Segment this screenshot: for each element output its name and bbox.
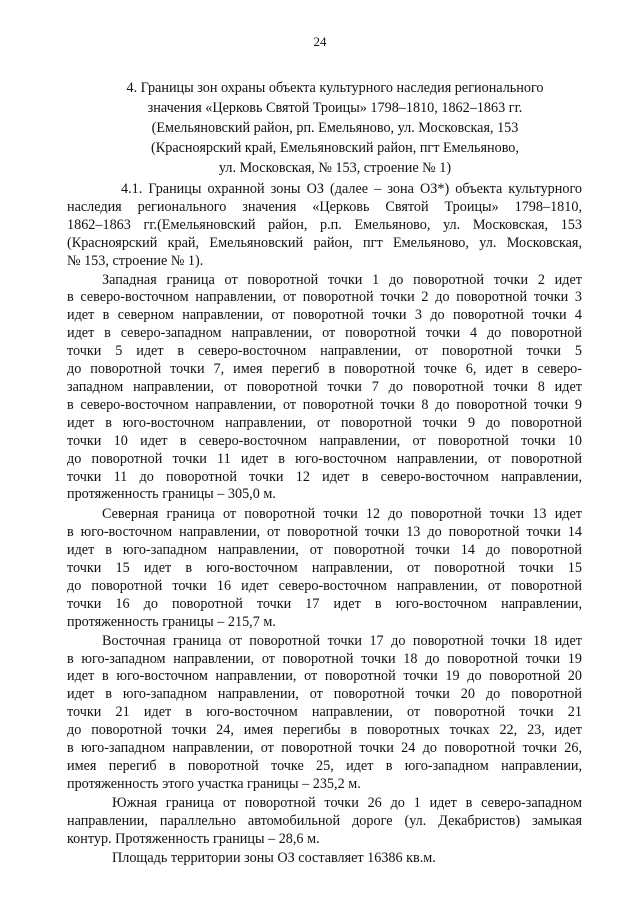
text-line: точки 16 до поворотной точки 17 идет в юго-восточном направлении,: [67, 595, 582, 612]
text-line: в юго-западном направлении, от поворотной точки 18 до поворотной точки 19: [67, 650, 582, 667]
text-line: наследия регионального значения «Церковь Святой Троицы» 1798–1810,: [67, 198, 582, 215]
text-line: Северная граница от поворотной точки 12 до поворотной точки 13 идет: [102, 506, 582, 523]
title-line: (Красноярский край, Емельяновский район, пгт Емельяново,: [151, 140, 519, 156]
text-line: точки 21 идет в юго-восточном направлении, от поворотной точки 21: [67, 704, 582, 721]
paragraph-north-boundary: [67, 506, 582, 631]
text-line: до поворотной точки 7, имея перегиб в поворотной точке 6, идет в северо-: [67, 361, 582, 378]
text-line: Восточная граница от поворотной точки 17 до поворотной точки 18 идет: [102, 632, 582, 649]
title-line: значения «Церковь Святой Троицы» 1798–1810, 1862–1863 гг.: [147, 100, 523, 116]
text-line: в северо-восточном направлении, от поворотной точки 2 до поворотной точки 3: [67, 289, 582, 306]
text-line: до поворотной точки 11 идет в юго-восточном направлении, от поворотной: [67, 450, 582, 467]
title-line: ул. Московская, № 153, строение № 1): [218, 160, 452, 176]
text-line: точки 5 идет в северо-восточном направлении, от поворотной точки 5: [67, 343, 582, 360]
text-line: точки 10 идет в северо-восточном направлении, от поворотной точки 10: [67, 432, 582, 449]
text-line: Площадь территории зоны ОЗ составляет 16386 кв.м.: [112, 849, 436, 866]
text-line: идет в юго-западном направлении, от поворотной точки 14 до поворотной: [67, 542, 582, 559]
text-line: точки 11 до поворотной точки 12 идет в северо-восточном направлении,: [67, 468, 582, 485]
text-line: до поворотной точки 24, имея перегибы в поворотных точках 22, 23, идет: [67, 722, 582, 739]
text-line: идет в северо-западном направлении, от поворотной точки 4 до поворотной: [67, 325, 582, 342]
text-line: 4.1. Границы охранной зоны ОЗ (далее – зона ОЗ*) объекта культурного: [121, 181, 582, 197]
text-line: Южная граница от поворотной точки 26 до 1 идет в северо-западном: [112, 794, 582, 811]
title-line: 4. Границы зон охраны объекта культурного наследия регионального: [126, 80, 544, 96]
text-line: имея перегиб в поворотной точке 25, идет в юго-западном направлении,: [67, 758, 582, 774]
text-line: 1862–1863 гг.(Емельяновский район, р.п. Емельяново, ул. Московская, 153: [67, 216, 582, 233]
page-number: 24: [313, 34, 327, 49]
document-body: [67, 181, 582, 867]
paragraph-west-boundary: [67, 272, 582, 505]
text-line: идет в юго-западном направлении, от поворотной точки 20 до поворотной: [67, 686, 582, 703]
section-title: [100, 78, 570, 178]
paragraph-area: [67, 850, 582, 868]
text-line: в северо-восточном направлении, от поворотной точки 8 до поворотной точки 9: [67, 396, 582, 413]
text-line: точки 15 идет в юго-восточном направлении, от поворотной точки 15: [67, 560, 582, 577]
text-line: контур. Протяженность границы – 28,6 м.: [67, 830, 320, 847]
title-line: (Емельяновский район, рп. Емельяново, ул. Московская, 153: [151, 120, 519, 136]
text-line: идет в юго-восточном направлении, от поворотной точки 9 до поворотной: [67, 414, 582, 431]
text-line: направлении, параллельно автомобильной дороге (ул. Декабристов) замыкая: [67, 812, 582, 829]
paragraph-south-boundary: [67, 795, 582, 849]
text-line: протяженность этого участка границы – 235,2 м.: [67, 775, 361, 792]
text-line: протяженность границы – 215,7 м.: [67, 613, 276, 630]
text-line: протяженность границы – 305,0 м.: [67, 486, 276, 503]
text-line: до поворотной точки 16 идет северо-восточном направлении, от поворотной: [67, 577, 582, 594]
text-line: западном направлении, от поворотной точки 7 до поворотной точки 8 идет: [67, 378, 582, 395]
paragraph-east-boundary: [67, 633, 582, 794]
text-line: идет в северном направлении, от поворотной точки 3 до поворотной точки 4: [67, 307, 582, 324]
text-line: (Красноярский край, Емельяновский район, пгт Емельяново, ул. Московская,: [67, 234, 582, 251]
text-line: идет в юго-восточном направлении, от поворотной точки 19 до поворотной 20: [67, 668, 582, 685]
text-line: в юго-восточном направлении, от поворотной точки 13 до поворотной точки 14: [67, 524, 582, 541]
text-line: Западная граница от поворотной точки 1 до поворотной точки 2 идет: [102, 271, 582, 288]
paragraph-4-1: [67, 181, 582, 271]
text-line: № 153, строение № 1).: [67, 252, 204, 269]
text-line: в юго-западном направлении, от поворотной точки 24 до поворотной точки 26,: [67, 740, 582, 757]
